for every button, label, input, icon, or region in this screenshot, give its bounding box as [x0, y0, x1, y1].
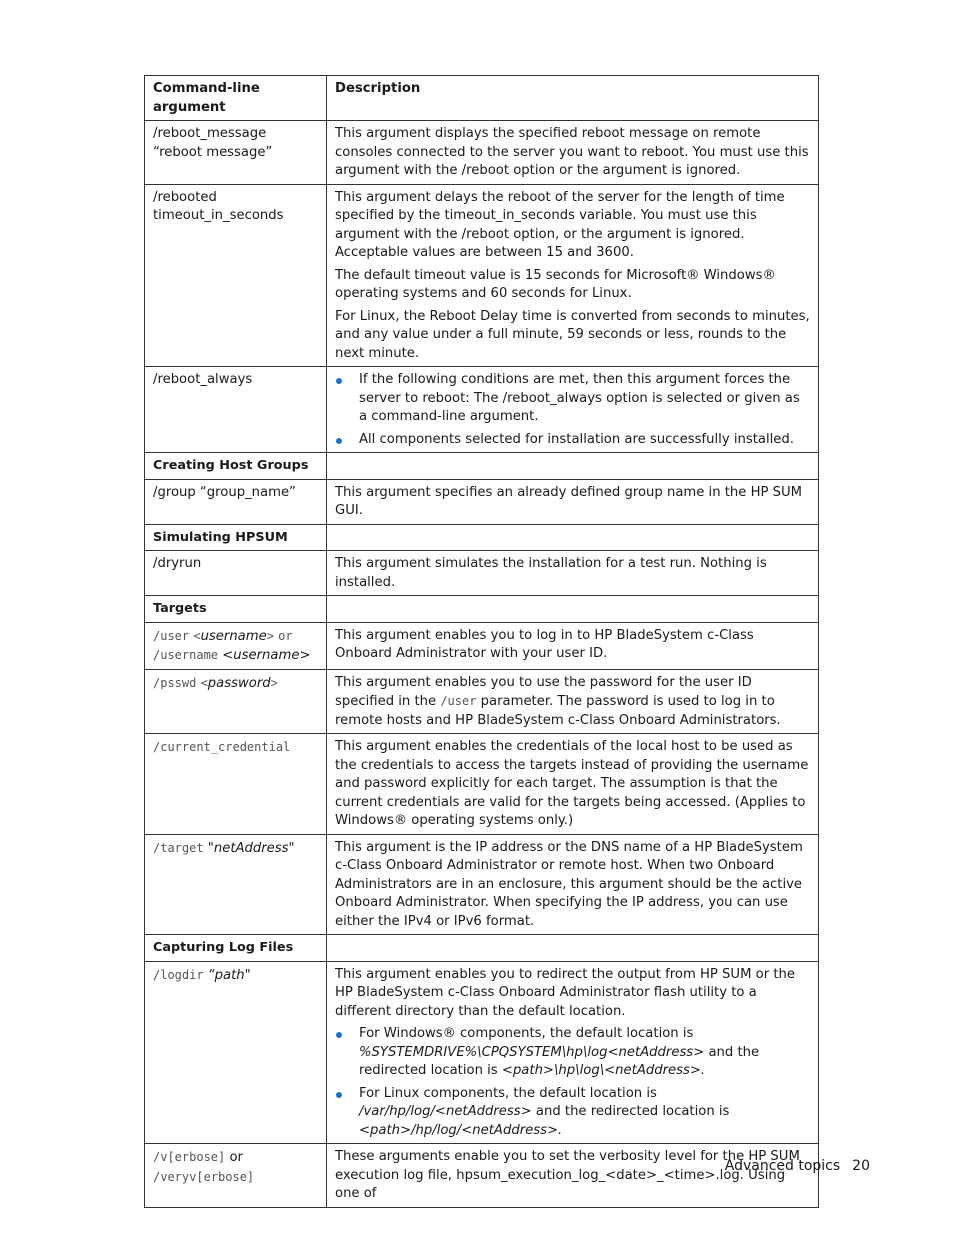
argument-code: /username — [153, 648, 219, 662]
description-cell — [327, 184, 819, 367]
section-heading: Creating Host Groups — [145, 453, 327, 480]
arguments-table — [144, 75, 819, 1208]
description-cell: This argument specifies an already defined group name in the HP SUM GUI. — [327, 479, 819, 524]
argument-code: /psswd — [153, 675, 197, 690]
table-row — [145, 184, 819, 367]
bullet-list — [335, 1025, 811, 1140]
argument-placeholder: netAddress — [213, 840, 289, 856]
bullet-icon — [336, 1092, 342, 1098]
argument-code: > — [270, 675, 278, 690]
section-row — [145, 524, 819, 551]
table-row — [145, 1144, 819, 1208]
argument-cell: /dryrun — [145, 551, 327, 596]
argument-code: /target — [153, 840, 204, 855]
argument-cell: /group “group_name” — [145, 479, 327, 524]
argument-code: /user — [153, 628, 190, 643]
argument-cell — [145, 734, 327, 835]
table-row — [145, 734, 819, 835]
argument-code: " — [288, 840, 295, 856]
argument-placeholder: “path" — [207, 967, 251, 983]
description-cell — [327, 367, 819, 453]
list-item — [335, 1025, 811, 1081]
argument-code: /current_credential — [153, 740, 291, 754]
page-number: 20 — [852, 1158, 870, 1174]
argument-cell — [145, 961, 327, 1144]
bullet-icon — [336, 1032, 342, 1038]
argument-cell: /rebooted timeout_in_seconds — [145, 184, 327, 367]
argument-cell — [145, 622, 327, 669]
description-cell: This argument is the IP address or the DNS name of a HP BladeSystem c-Class Onboard Administrator or remote host. When two Onboard Administrators are in an enclosure, this argument should be the active Onboard Administrator. When specifying the IP address, you can use either the IPv4 or IPv6 format. — [327, 834, 819, 935]
inline-code: /user — [440, 694, 477, 708]
description-cell: This argument displays the specified reboot message on remote consoles connected to the server you want to reboot. You must use this argument with the /reboot option or the argument is ignored. — [327, 121, 819, 185]
table-row — [145, 121, 819, 185]
header-description: Description — [327, 76, 819, 121]
list-item-text: If the following conditions are met, then this argument forces the server to reboot: The /reboot_always option is selected or given as a command-line argument. — [359, 372, 800, 424]
argument-code: /logdir — [153, 967, 204, 982]
page-footer — [725, 1158, 870, 1174]
list-item-text: All components selected for installation are successfully installed. — [359, 431, 794, 447]
empty-cell — [327, 596, 819, 623]
argument-cell: /reboot_always — [145, 367, 327, 453]
description-cell: This argument simulates the installation for a test run. Nothing is installed. — [327, 551, 819, 596]
argument-code: < — [200, 675, 208, 690]
list-item-text: For Windows® components, the default location is — [359, 1026, 694, 1041]
bullet-list — [335, 371, 811, 449]
header-command-line-argument: Command-line argument — [145, 76, 327, 121]
table-row — [145, 961, 819, 1144]
list-item — [335, 431, 811, 450]
list-item — [335, 1085, 811, 1141]
table-row — [145, 479, 819, 524]
empty-cell — [327, 935, 819, 962]
table-row — [145, 551, 819, 596]
argument-placeholder: password — [207, 675, 271, 691]
path-text: <path>/hp/log/<netAddress>. — [359, 1122, 563, 1138]
section-row — [145, 935, 819, 962]
description-text: parameter. The password is used to log in to remote hosts and HP BladeSystem c-Class Onboard Administrators. — [335, 694, 781, 728]
argument-connector: or — [229, 1150, 243, 1165]
argument-placeholder: <username> — [222, 648, 311, 663]
description-cell — [327, 669, 819, 734]
argument-cell: /reboot_message “reboot message” — [145, 121, 327, 185]
list-item — [335, 371, 811, 427]
argument-code: > — [266, 628, 274, 643]
argument-cell — [145, 1144, 327, 1208]
description-cell: These arguments enable you to set the verbosity level for the HP SUM execution log file, hpsum_execution_log_<date>_<time>.log. Using one of — [327, 1144, 819, 1208]
bullet-icon — [336, 378, 342, 384]
section-row — [145, 596, 819, 623]
section-row — [145, 453, 819, 480]
argument-code: < — [193, 628, 201, 643]
empty-cell — [327, 524, 819, 551]
path-text: %SYSTEMDRIVE%\CPQSYSTEM\hp\log<netAddress> — [359, 1044, 705, 1060]
table-row — [145, 622, 819, 669]
path-text: /var/hp/log/<netAddress> — [359, 1104, 532, 1119]
description-text: This argument enables you to use the password for the user ID specified in the — [335, 674, 752, 709]
description-paragraph: This argument enables you to redirect the output from HP SUM or the HP BladeSystem c-Class Onboard Administrator flash utility to a different directory than the default location. — [335, 966, 795, 1019]
bullet-icon — [336, 438, 342, 444]
description-cell — [327, 961, 819, 1144]
description-paragraph: For Linux, the Reboot Delay time is converted from seconds to minutes, and any value under a full minute, 59 seconds or less, rounds to the next minute. — [335, 308, 810, 361]
argument-placeholder: username — [200, 628, 267, 644]
footer-section-title: Advanced topics — [724, 1158, 841, 1174]
description-cell: This argument enables you to log in to HP BladeSystem c-Class Onboard Administrator with your user ID. — [327, 622, 819, 669]
table-row — [145, 834, 819, 935]
description-paragraph: This argument delays the reboot of the server for the length of time specified by the timeout_in_seconds variable. You must use this argument with the /reboot option, or the argument is ignored. Acceptable values are between 15 and 3600. — [335, 189, 785, 260]
path-text: <path>\hp\log\<netAddress>. — [501, 1063, 706, 1078]
argument-code: /veryv[erbose] — [153, 1169, 255, 1184]
section-heading: Simulating HPSUM — [145, 524, 327, 551]
argument-code: /v[erbose] — [153, 1150, 226, 1164]
table-header-row — [145, 76, 819, 121]
list-item-text: and the redirected location is — [359, 1044, 760, 1078]
list-item-text: and the redirected location is — [535, 1104, 730, 1119]
empty-cell — [327, 453, 819, 480]
section-heading: Capturing Log Files — [145, 935, 327, 962]
section-heading: Targets — [145, 596, 327, 623]
list-item-text: For Linux components, the default location is — [359, 1085, 657, 1101]
table-row — [145, 367, 819, 453]
argument-code: or — [278, 628, 293, 643]
argument-cell — [145, 834, 327, 935]
argument-cell — [145, 669, 327, 734]
description-cell: This argument enables the credentials of the local host to be used as the credentials to access the targets instead of providing the username and password explicitly for each target. The assumption is that the current credentials are valid for the targets being accessed. (Applies to Windows® operating systems only.) — [327, 734, 819, 835]
argument-code: " — [207, 840, 214, 856]
table-row — [145, 669, 819, 734]
description-paragraph: The default timeout value is 15 seconds for Microsoft® Windows® operating systems and 60 seconds for Linux. — [335, 267, 776, 301]
